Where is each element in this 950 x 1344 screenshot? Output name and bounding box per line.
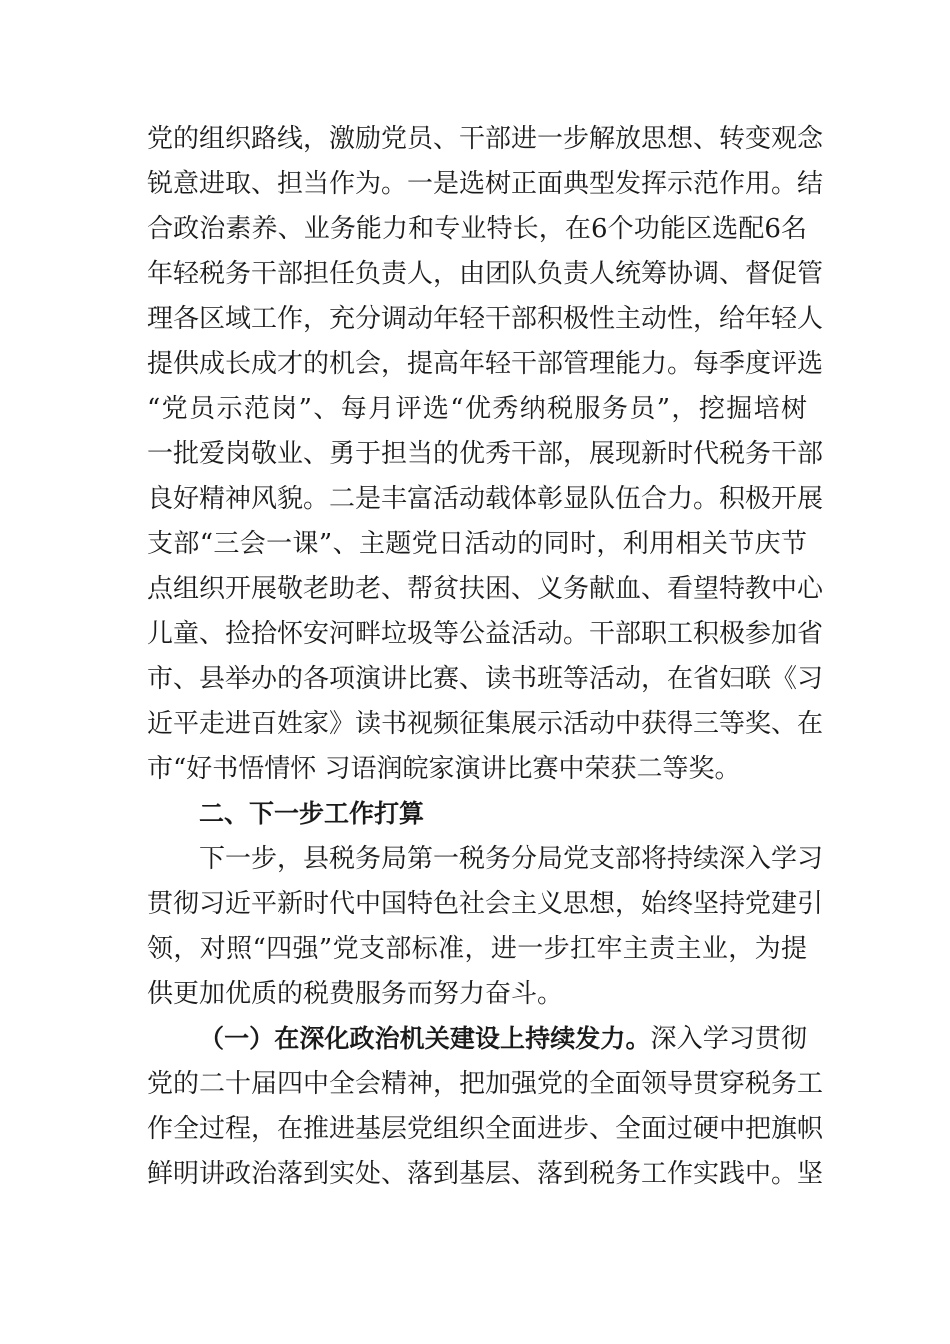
paragraph-line: 党的二十届四中全会精神，把加强党的全面领导贯穿税务工 [147, 1069, 824, 1099]
paragraph-line: 市、县举办的各项演讲比赛、读书班等活动，在省妇联《习 [147, 664, 824, 694]
paragraph-line: 年轻税务干部担任负责人，由团队负责人统筹协调、督促管 [147, 259, 824, 289]
item-text: 深入学习贯彻 [650, 1024, 807, 1054]
item-title: （一）在深化政治机关建设上持续发力。 [199, 1024, 651, 1053]
paragraph-line: 市“好书悟情怀 习语润皖家演讲比赛中荣获二等奖。 [147, 754, 741, 784]
paragraph-line: 一批爱岗敬业、勇于担当的优秀干部，展现新时代税务干部 [147, 439, 824, 469]
paragraph-line: 锐意进取、担当作为。一是选树正面典型发挥示范作用。结 [147, 169, 824, 199]
paragraph-line: 理各区域工作，充分调动年轻干部积极性主动性，给年轻人 [147, 304, 824, 334]
section-heading: 二、下一步工作打算 [199, 799, 425, 828]
paragraph-line: 党的组织路线，激励党员、干部进一步解放思想、转变观念 [147, 124, 824, 154]
paragraph-line: 提供成长成才的机会，提高年轻干部管理能力。每季度评选 [147, 349, 824, 379]
paragraph-line: 儿童、捡拾怀安河畔垃圾等公益活动。干部职工积极参加省 [147, 619, 824, 649]
paragraph-line: 供更加优质的税费服务而努力奋斗。 [147, 979, 564, 1009]
paragraph-line: 领，对照“四强”党支部标准，进一步扛牢主责主业，为提 [147, 934, 807, 964]
paragraph-line: 合政治素养、业务能力和专业特长，在6个功能区选配6名 [147, 214, 807, 244]
paragraph-line: 点组织开展敬老助老、帮贫扶困、义务献血、看望特教中心 [147, 574, 824, 604]
paragraph-line: “党员示范岗”、每月评选“优秀纳税服务员”，挖掘培树 [147, 394, 807, 424]
item-first-line [199, 1019, 807, 1059]
paragraph-line: 作全过程，在推进基层党组织全面进步、全面过硬中把旗帜 [147, 1114, 824, 1144]
paragraph-line: 支部“三会一课”、主题党日活动的同时，利用相关节庆节 [147, 529, 807, 559]
paragraph-line: 鲜明讲政治落到实处、落到基层、落到税务工作实践中。坚 [147, 1159, 824, 1189]
paragraph-line: 近平走进百姓家》读书视频征集展示活动中获得三等奖、在 [147, 709, 824, 739]
paragraph-line: 良好精神风貌。二是丰富活动载体彰显队伍合力。积极开展 [147, 484, 824, 514]
paragraph-line: 下一步，县税务局第一税务分局党支部将持续深入学习 [199, 844, 824, 874]
paragraph-line: 贯彻习近平新时代中国特色社会主义思想，始终坚持党建引 [147, 889, 824, 919]
